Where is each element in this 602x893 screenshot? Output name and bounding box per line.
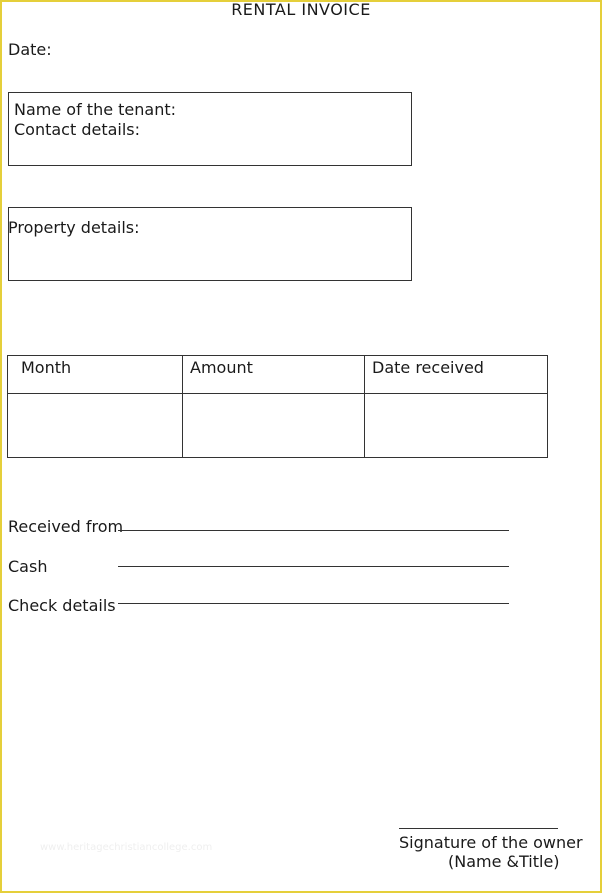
- watermark-text: www.heritagechristiancollege.com: [40, 842, 213, 853]
- table-header-amount: [183, 356, 365, 394]
- cash-label: Cash: [8, 557, 48, 576]
- cell-date-received: [365, 394, 548, 458]
- rent-table: [7, 355, 548, 458]
- property-details-label: Property details:: [8, 218, 140, 237]
- signature-line: [399, 828, 558, 829]
- received-from-line: [118, 530, 509, 531]
- table-row: [8, 394, 548, 458]
- table-header-row: [8, 356, 548, 394]
- header-date-received-label: Date received: [372, 358, 484, 377]
- cell-amount: [183, 394, 365, 458]
- received-from-label: Received from: [8, 517, 124, 536]
- header-amount-label: Amount: [190, 358, 253, 377]
- table-header-date-received: [365, 356, 548, 394]
- table-header-month: [8, 356, 183, 394]
- date-label: Date:: [8, 40, 52, 59]
- cell-month: [8, 394, 183, 458]
- check-details-line: [118, 603, 509, 604]
- tenant-box: [8, 92, 412, 166]
- signature-label: Signature of the owner: [399, 833, 583, 852]
- property-box: [8, 207, 412, 281]
- cash-line: [118, 566, 509, 567]
- invoice-title: RENTAL INVOICE: [231, 0, 371, 19]
- check-details-label: Check details: [8, 596, 116, 615]
- tenant-name-label: Name of the tenant:: [14, 100, 177, 119]
- name-title-label: (Name &Title): [448, 852, 560, 871]
- header-month-label: Month: [21, 358, 72, 377]
- tenant-contact-label: Contact details:: [14, 120, 141, 139]
